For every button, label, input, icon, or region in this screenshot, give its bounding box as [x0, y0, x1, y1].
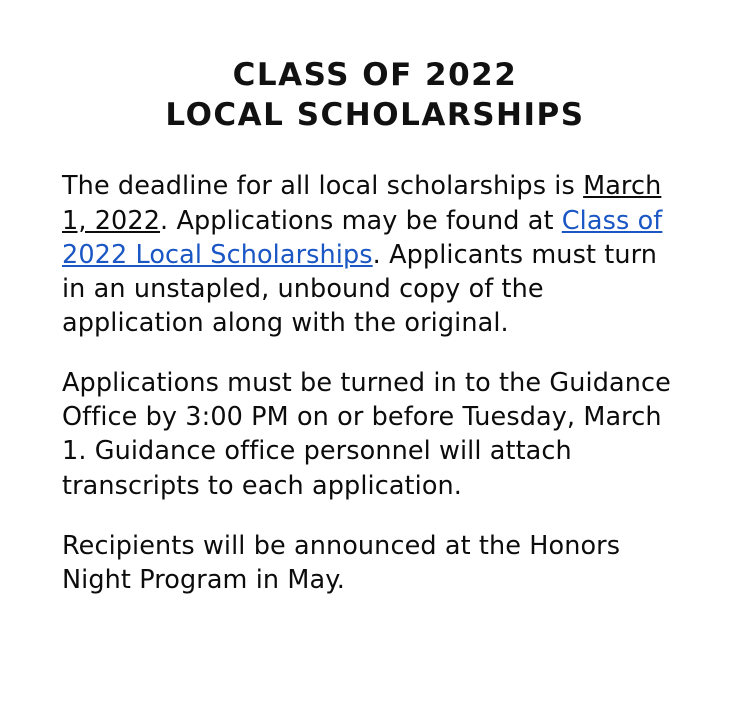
paragraph1-part3: . Applicants must turn in an unstapled, unbound copy of the application along with the original.	[62, 239, 658, 338]
title-line-2: LOCAL SCHOLARSHIPS	[165, 96, 585, 133]
paragraph-deadline	[62, 169, 688, 340]
scholarships-link[interactable]: Class of 2022 Local Scholarships	[62, 205, 663, 270]
paragraph-submission: Applications must be turned in to the Guidance Office by 3:00 PM on or before Tuesday, March 1. Guidance office personnel will attach transcripts to each application.	[62, 368, 671, 501]
paragraph1-part2: . Applications may be found at	[160, 205, 562, 236]
paragraph-recipients: Recipients will be announced at the Honors Night Program in May.	[62, 530, 621, 595]
paragraph1-part1: The deadline for all local scholarships is	[62, 171, 584, 202]
document-body	[62, 169, 688, 597]
document-title	[62, 56, 688, 135]
title-line-1: CLASS OF 2022	[232, 57, 518, 93]
deadline-date: March 1, 2022	[62, 171, 662, 236]
